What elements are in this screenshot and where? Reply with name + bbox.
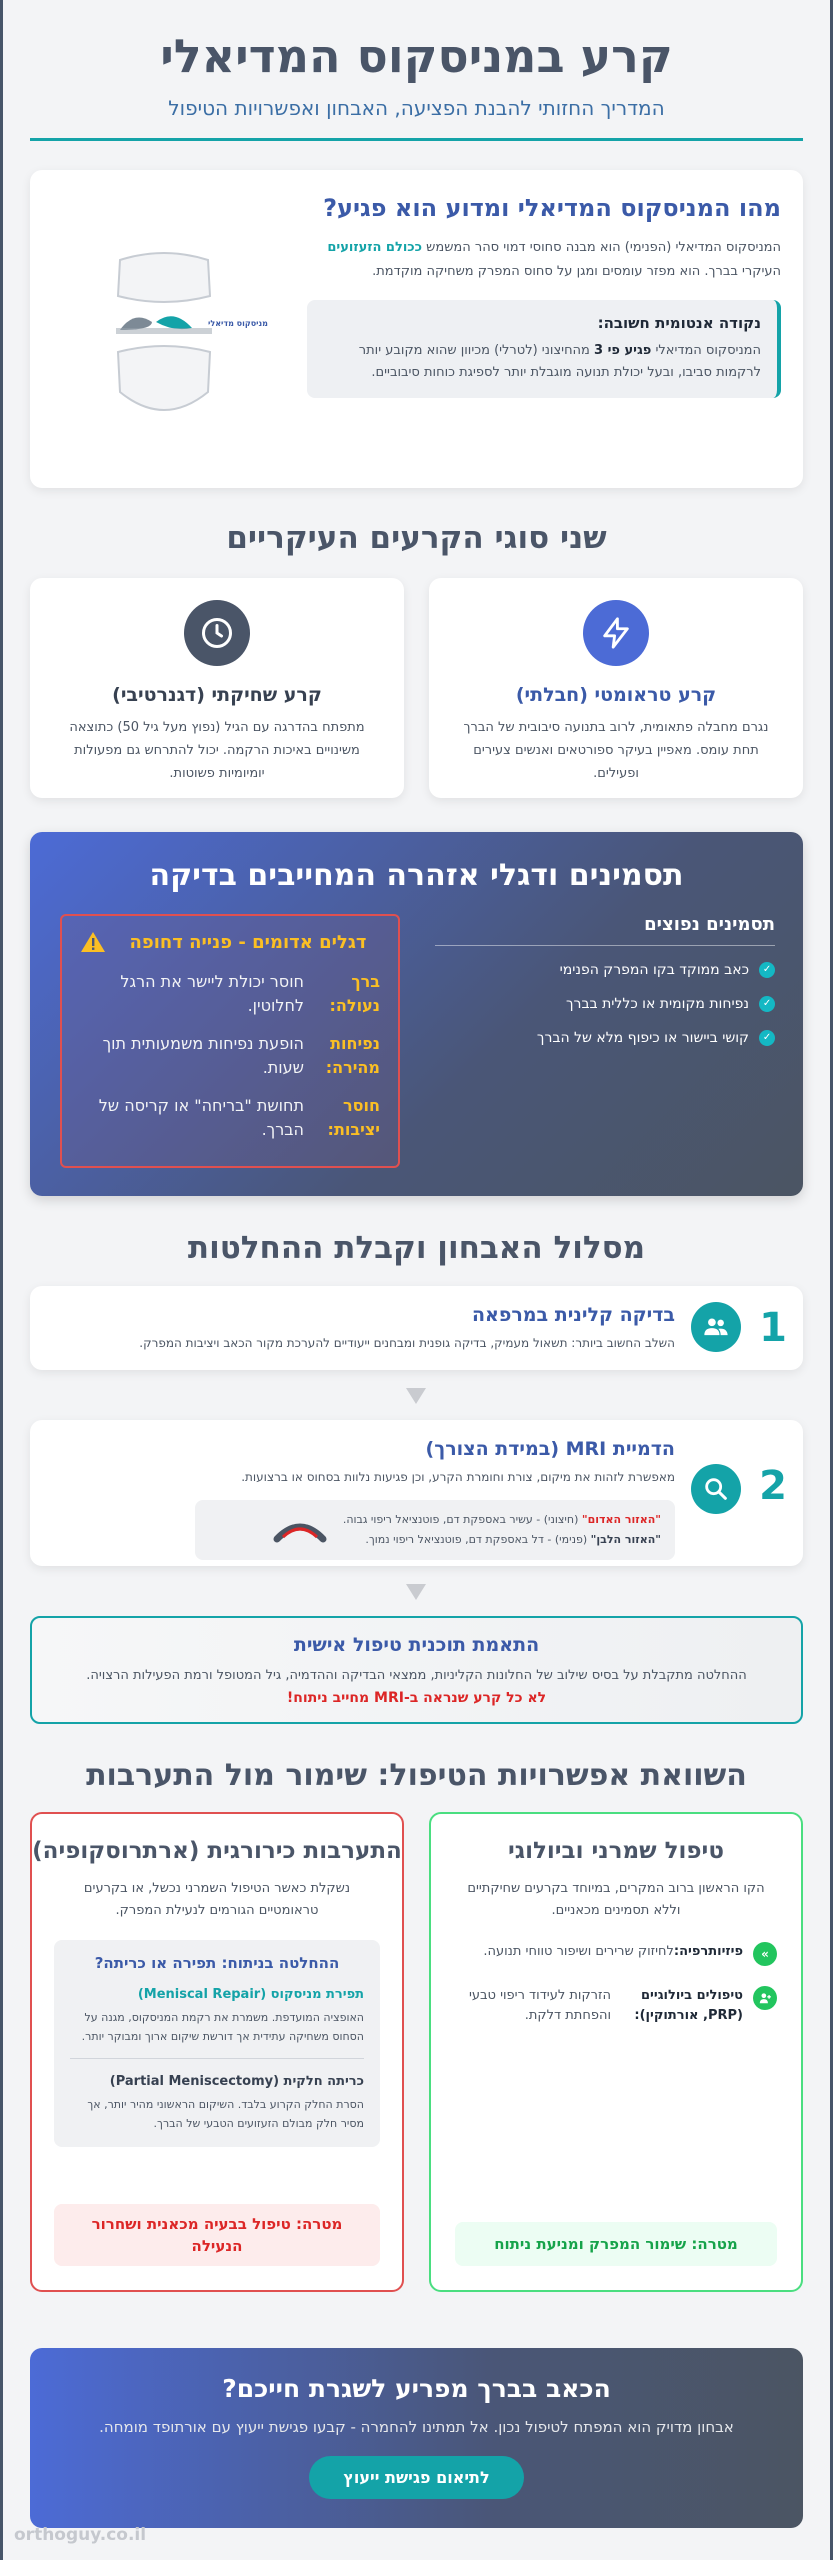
page-header (30, 26, 803, 141)
callout-part: המניסקוס המדיאלי (651, 343, 761, 358)
intro-highlight: ככולם הזעזועים (327, 240, 423, 255)
item-label: פיזיותרפיה: (673, 1944, 743, 1959)
surgical-intro: נשקלת כאשר הטיפול השמרני נכשל, או בקרעים טראומטיים הגורמים לנעילת המפרק. (83, 1881, 351, 1918)
symptom-text: נפיחות מקומית או כללית בברך (566, 996, 749, 1012)
arrow-down-icon (406, 1388, 426, 1404)
diagnosis-step-2 (30, 1420, 803, 1566)
common-symptoms (435, 914, 775, 1048)
red-flags-header (80, 930, 380, 956)
step-number: 2 (759, 1463, 787, 1509)
conservative-item-text (483, 1942, 743, 1966)
conservative-item (455, 1942, 777, 1966)
intro-body (307, 236, 781, 284)
lightning-icon (583, 600, 649, 666)
step-title: בדיקה קלינית במרפאה (471, 1304, 675, 1326)
symptoms-panel (30, 832, 803, 1196)
book-consultation-button[interactable]: לתיאום פגישת ייעוץ (309, 2456, 523, 2499)
red-flag-label: נפיחות מהירה: (325, 1034, 380, 1077)
repair-name: תפירת מניסקוס (Meniscal Repair) (137, 1987, 364, 2002)
item-label: טיפולים ביולוגיים (PRP, אורתוקין): (634, 1988, 743, 2023)
step-number: 1 (759, 1305, 787, 1351)
callout-bold: פגיע פי 3 (594, 343, 652, 358)
check-icon: ✓ (759, 996, 775, 1012)
step-body (54, 1436, 675, 1560)
step-title: התאמת תוכנית טיפול אישית (293, 1634, 540, 1656)
users-icon (691, 1302, 741, 1352)
user-plus-icon (753, 1986, 777, 2010)
callout-title: נקודה אנטומית חשובה: (597, 314, 761, 332)
symptom-text: כאב ממוקד בקו המפרק הפנימי (559, 962, 749, 978)
repair-text: האופציה המועדפת. משמרת את רקמת המניסקוס, מגנה על הסחוס משחיקה עתידית אך דורשת שיקום ארוך ומבוקר יותר. (81, 2011, 364, 2043)
degenerative-tear-card (30, 578, 404, 798)
item-value: לחיזוק שרירים ושיפור טווחי תנועה. (483, 1944, 674, 1959)
white-zone-line (343, 1530, 661, 1550)
red-zone-line (343, 1510, 661, 1530)
check-icon: ✓ (759, 1030, 775, 1046)
zones-box (195, 1500, 675, 1560)
conservative-title: טיפול שמרני וביולוגי (508, 1838, 724, 1864)
conservative-item (455, 1986, 777, 2026)
degenerative-title: קרע שחיקתי (דגנרטיבי) (112, 684, 322, 706)
zones-text (343, 1510, 661, 1550)
symptom-item (435, 960, 775, 980)
intro-title: מהו המניסקוס המדיאלי ומדוע הוא פגיע? (323, 194, 781, 222)
traumatic-title: קרע טראומטי (חבלתי) (515, 684, 717, 706)
step-text: השלב החשוב ביותר: תשאול מעמיק, בדיקה גופנית ומבחנים ייעודיים להערכת מקור הכאב ויציבות המפרק. (139, 1336, 675, 1350)
conservative-card (429, 1812, 803, 2292)
diagnosis-step-1 (30, 1286, 803, 1370)
clock-icon (184, 600, 250, 666)
resection-text: הסרת החלק הקרוע בלבד. השיקום הראשוני מהיר יותר, אך מסיר חלק מבולם הזעזועים הטבעי של הברך. (87, 2098, 364, 2130)
step-body (54, 1302, 675, 1352)
check-icon: ✓ (759, 962, 775, 978)
red-flag-row (80, 1032, 380, 1080)
types-title: שני סוגי הקרעים העיקריים (226, 520, 607, 556)
red-flags-box (60, 914, 400, 1168)
step-title: הדמיית MRI (במידת הצורך) (425, 1438, 675, 1460)
common-symptoms-title: תסמינים נפוצים (435, 914, 775, 946)
degenerative-text: מתפתח בהדרגה עם הגיל (נפוץ מעל גיל 50) כתוצאה משינויים באיכות הרקמה. יכול להתרחש גם מפעולות יומיומיות פשוטות. (69, 720, 365, 781)
symptom-text: קושי ביישור או כיפוף מלא של הברך (536, 1030, 749, 1046)
cta-title: הכאב בברך מפריע לשגרת חייכם? (222, 2374, 611, 2403)
red-flag-value: הופעת נפיחות משמעותית תוך שעות. (102, 1034, 304, 1077)
treatment-title: השוואת אפשרויות הטיפול: שימור מול התערבות (86, 1758, 747, 1793)
cta-text: אבחון מדויק הוא המפתח לטיפול נכון. אל תמתינו להחמרה - קבעו פגישת ייעוץ עם אורתופד מומחה. (99, 2418, 734, 2436)
page-subtitle: המדריך החזותי להבנת הפציעה, האבחון ואפשרויות הטיפול (168, 96, 665, 120)
double-chevron-icon: » (753, 1942, 777, 1966)
arrow-down-icon (406, 1584, 426, 1600)
page-title: קרע במניסקוס המדיאלי (160, 29, 673, 83)
white-zone-name: "האזור הלבן" (590, 1533, 661, 1546)
red-flag-label: חוסר יציבות: (327, 1096, 380, 1139)
diagnosis-step-3 (30, 1616, 803, 1724)
white-zone-text: (פנימי) - דל באספקת דם, פוטנציאל ריפוי נמוך. (365, 1533, 591, 1546)
traumatic-tear-card (429, 578, 803, 798)
intro-body-part: המניסקוס המדיאלי (הפנימי) הוא מבנה סחוסי דמוי סהר המשמש (422, 240, 781, 255)
symptom-item (435, 1028, 775, 1048)
cta-banner (30, 2348, 803, 2528)
surgical-card (30, 1812, 404, 2292)
site-watermark: orthoguy.co.il (14, 2525, 147, 2545)
callout-part: מהחיצוני (לטרלי) מכיוון שהוא מקובע יותר לרקמות סביבו, ובעל יכולת תנועה מוגבלת יותר לספיגת כוחות סיבוביים. (358, 343, 761, 380)
knee-diagram-icon (112, 252, 268, 418)
surgery-decision-box (54, 1940, 380, 2147)
surgical-goal: מטרה: טיפול בבעיה מכאנית ושחרור הנעילה (54, 2204, 380, 2266)
intro-text (307, 192, 781, 398)
red-zone-text: (חיצוני) - עשיר באספקת דם, פוטנציאל ריפוי גבוה. (342, 1513, 582, 1526)
warning-icon (80, 930, 106, 954)
red-flags-title: דגלים אדומים - פנייה דחופה (129, 932, 367, 953)
item-value: הזרקות לעידוד ריפוי טבעי והפחתת דלקת. (468, 1988, 611, 2023)
conservative-item-text (461, 1986, 743, 2026)
step-text: ההחלטה מתקבלת על בסיס שילוב של החלונות הקליניות, ממצאי הבדיקה וההדמיה, גיל המטופל ורמת הפעילות הרצויה. (86, 1668, 747, 1683)
mri-warning: לא כל קרע שנראה ב-MRI מחייב ניתוח! (286, 1690, 547, 1706)
step-text: מאפשרת לזהות את מיקום, צורת וחומרת הקרע, וכן פגיעות נלוות בסחוס או ברצועות. (241, 1470, 675, 1484)
symptoms-title: תסמינים ודגלי אזהרה המחייבים בדיקה (149, 858, 684, 893)
symptom-item (435, 994, 775, 1014)
header-divider (30, 138, 803, 141)
intro-card (30, 170, 803, 488)
divider (70, 2058, 364, 2059)
meniscus-zones-icon (273, 1517, 327, 1543)
decision-title: ההחלטה בניתוח: תפירה או כריתה? (94, 1954, 340, 1972)
resection-name: כריתה חלקית (Partial Meniscectomy) (109, 2074, 364, 2089)
anatomy-callout (307, 300, 781, 398)
surgical-title: התערבות כירורגית (ארתרוסקופיה) (32, 1838, 402, 1864)
red-flag-row (80, 970, 380, 1018)
search-icon (691, 1464, 741, 1514)
callout-text (321, 340, 761, 384)
conservative-intro: הקו הראשון ברוב המקרים, במיוחד בקרעים שחיקתיים וללא תסמינים מכאניים. (467, 1881, 765, 1918)
knee-label: מניסקוס מדיאלי (208, 319, 268, 328)
red-flag-value: חוסר יכולת ליישר את הרגל לחלוטין. (120, 972, 304, 1015)
red-flag-row (80, 1094, 380, 1142)
red-flag-value: תחושת "בריחה" או קריסה של הברך. (98, 1096, 304, 1139)
conservative-goal: מטרה: שימור המפרק ומניעת ניתוח (455, 2222, 777, 2266)
diagnosis-title: מסלול האבחון וקבלת ההחלטות (187, 1230, 646, 1266)
red-flag-label: ברך נעולה: (329, 972, 380, 1015)
traumatic-text: נגרם מחבלה פתאומית, לרוב בתנועה סיבובית של הברך תחת עומס. מאפיין בעיקר ספורטאים ואנשים צעירים ופעילים. (463, 720, 769, 781)
red-zone-name: "האזור האדום" (581, 1513, 661, 1526)
intro-body-part: העיקרי בברך. הוא מפזר עומסים ומגן על סחוס המפרק משחיקה מוקדמת. (372, 264, 781, 279)
